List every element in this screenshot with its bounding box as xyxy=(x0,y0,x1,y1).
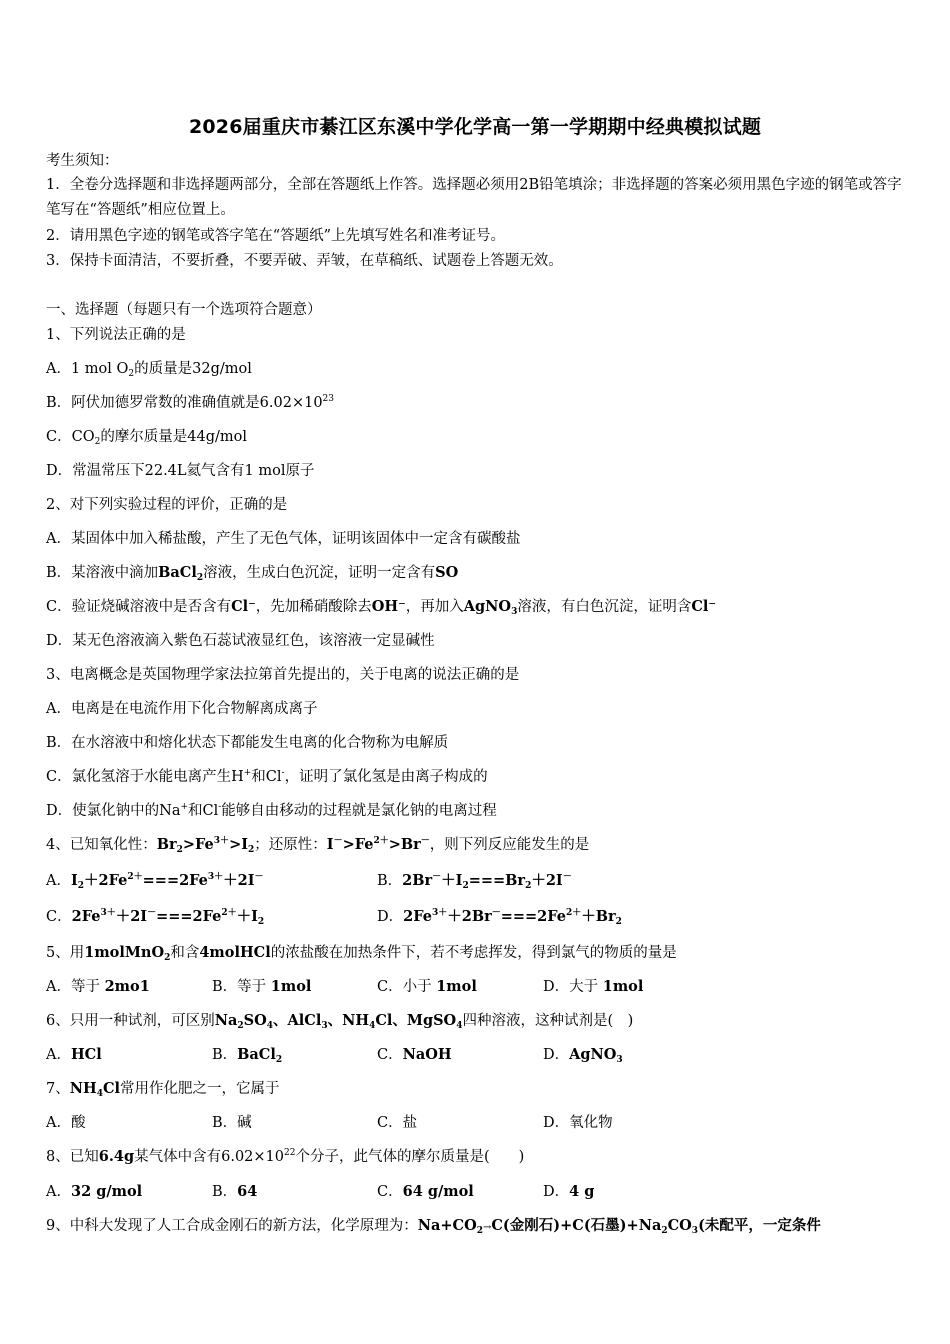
question-2-stem: 2、对下列实验过程的评价，正确的是 xyxy=(46,497,288,513)
question-6-option-b: B．BaCl$_2$ xyxy=(212,1046,283,1065)
notice-heading: 考生须知： xyxy=(46,153,119,169)
question-5-option-a: A．等于 2mo1 xyxy=(46,978,150,995)
question-3-option-a: A．电离是在电流作用下化合物解离成离子 xyxy=(46,701,318,717)
question-7-stem: 7、$NH_4Cl$常用作化肥之一，它属于 xyxy=(46,1080,280,1099)
question-8-option-d: D．4 g xyxy=(543,1183,595,1200)
question-8-option-c: C．64 g/mol xyxy=(377,1183,474,1200)
question-4-stem: 4、已知氧化性：$Br_2>Fe^{3+}>I_2$；还原性：$I^->Fe^{2+}>Br^-$，则下列反应能发生的是 xyxy=(46,836,590,855)
question-6-option-a: A．HCl xyxy=(46,1046,102,1063)
question-4-option-a: A．$I_2+2Fe^{2+}===2Fe^{3+}+2I^-$ xyxy=(46,872,264,891)
question-1-option-c: C．$CO_2$的摩尔质量是44g/mol xyxy=(46,429,248,447)
question-3-option-d: D．使氯化钠中的Na+和Cl-能够自由移动的过程就是氯化钠的电离过程 xyxy=(46,802,497,819)
section-heading: 一、选择题（每题只有一个选项符合题意） xyxy=(46,302,322,318)
question-1-option-d: D．常温常压下22.4L氦气含有1 mol原子 xyxy=(46,463,315,479)
question-6-stem: 6、只用一种试剂，可区别$Na_2SO_4$、AlCl$_3$、$NH_4Cl$、MgSO$_4$四种溶液，这种试剂是( ) xyxy=(46,1012,634,1031)
question-8-stem: 8、已知6.4g某气体中含有$6.02\times 10^{22}$个分子，此气体的摩尔质量是( ) xyxy=(46,1148,525,1165)
question-9-stem: 9、中科大发现了人工合成金刚石的新方法，化学原理为：$Na+CO_2\to C$(金刚石)+C(石墨)$+Na_2CO_3$(未配平，一定条件 xyxy=(46,1217,821,1236)
notice-item-2: 2．请用黑色字迹的钢笔或答字笔在“答题纸”上先填写姓名和准考证号。 xyxy=(46,228,506,244)
question-2-option-a: A．某固体中加入稀盐酸，产生了无色气体，证明该固体中一定含有碳酸盐 xyxy=(46,531,521,547)
question-8-option-b: B．64 xyxy=(212,1183,258,1200)
question-4-option-b: B．$2Br^-+I_2===Br_2+2I^-$ xyxy=(377,872,572,891)
notice-item-3: 3．保持卡面清洁，不要折叠，不要弄破、弄皱，在草稿纸、试题卷上答题无效。 xyxy=(46,253,563,269)
question-2-option-c: C．验证烧碱溶液中是否含有Cl⁻，先加稀硝酸除去OH⁻，再加入AgNO$_3$溶液，有白色沉淀，证明含Cl⁻ xyxy=(46,598,717,617)
question-4-option-c: C．$2Fe^{3+}+2I^-===2Fe^{2+}+I_2$ xyxy=(46,908,265,927)
question-2-option-b: B．某溶液中滴加BaCl$_2$溶液，生成白色沉淀，证明一定含有SO xyxy=(46,564,459,583)
question-8-option-a: A．32 g/mol xyxy=(46,1183,143,1200)
question-1-option-b: B．阿伏加德罗常数的准确值就是$6.02\times 10^{23}$ xyxy=(46,394,334,411)
page-title: 2026届重庆市綦江区东溪中学化学高一第一学期期中经典模拟试题 xyxy=(188,116,762,138)
question-5-option-b: B．等于 1mol xyxy=(212,978,312,995)
question-7-option-a: A．酸 xyxy=(46,1115,86,1131)
question-1-stem: 1、下列说法正确的是 xyxy=(46,327,186,343)
question-3-option-c: C．氯化氢溶于水能电离产生H+和Cl-，证明了氯化氢是由离子构成的 xyxy=(46,768,488,785)
question-1-option-a: A．1 mol $O_2$的质量是32g/mol xyxy=(46,361,252,379)
question-6-option-d: D．AgNO$_3$ xyxy=(543,1046,623,1065)
question-5-option-c: C．小于 1mol xyxy=(377,978,477,995)
question-3-stem: 3、电离概念是英国物理学家法拉第首先提出的，关于电离的说法正确的是 xyxy=(46,667,520,683)
question-2-option-d: D．某无色溶液滴入紫色石蕊试液显红色，该溶液一定显碱性 xyxy=(46,633,435,649)
question-7-option-d: D．氧化物 xyxy=(543,1115,613,1131)
question-7-option-c: C．盐 xyxy=(377,1115,418,1131)
notice-item-1: 1．全卷分选择题和非选择题两部分，全部在答题纸上作答。选择题必须用2B铅笔填涂；非选择题的答案必须用黑色字迹的钢笔或答字笔写在“答题纸”相应位置上。 xyxy=(46,177,902,218)
question-6-option-c: C．NaOH xyxy=(377,1046,452,1063)
question-3-option-b: B．在水溶液中和熔化状态下都能发生电离的化合物称为电解质 xyxy=(46,735,449,751)
question-4-option-d: D．$2Fe^{3+}+2Br^-===2Fe^{2+}+Br_2$ xyxy=(377,908,622,927)
question-5-stem: 5、用1molMnO$_2$和含4molHCl的浓盐酸在加热条件下，若不考虑挥发，得到氯气的物质的量是 xyxy=(46,944,677,963)
question-5-option-d: D．大于 1mol xyxy=(543,978,644,995)
question-7-option-b: B．碱 xyxy=(212,1115,252,1131)
